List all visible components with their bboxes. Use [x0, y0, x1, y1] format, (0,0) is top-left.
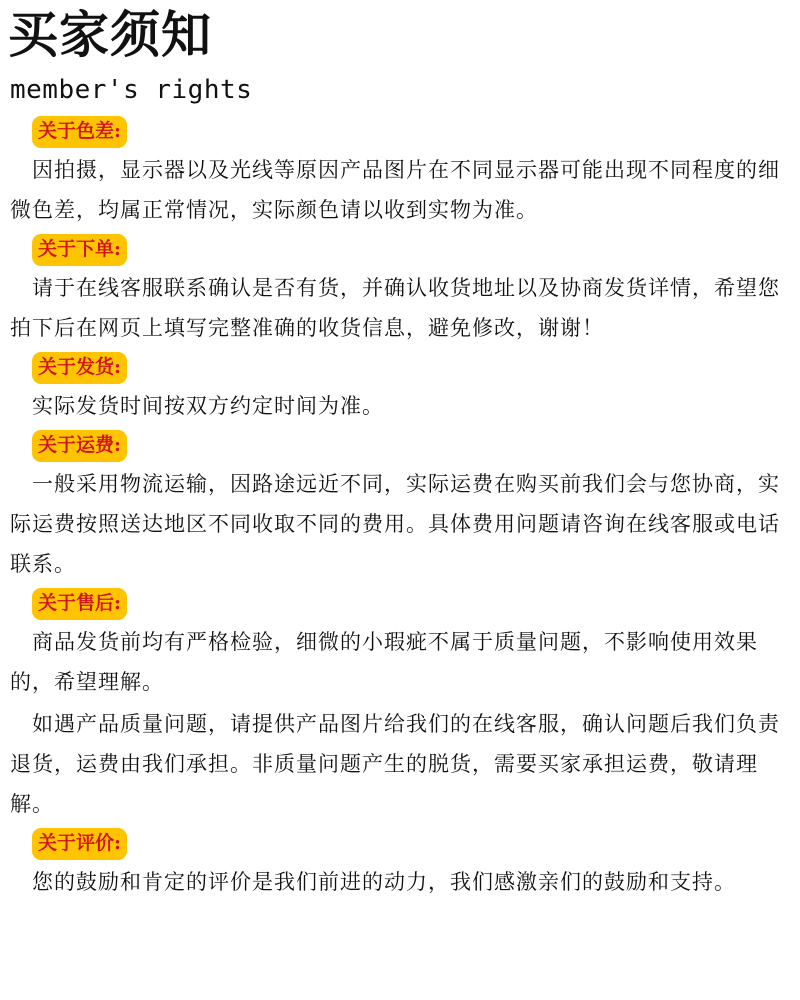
page-title: 买家须知 — [8, 5, 212, 64]
section-freight — [10, 430, 790, 584]
section-heading-badge: 关于下单: — [32, 234, 127, 266]
section-paragraph: 商品发货前均有严格检验，细微的小瑕疵不属于质量问题，不影响使用效果的，希望理解。 — [10, 630, 758, 694]
section-ordering — [10, 234, 790, 348]
section-paragraph: 请于在线客服联系确认是否有货，并确认收货地址以及协商发货详情，希望您拍下后在网页上填写完整准确的收货信息，避免修改，谢谢！ — [10, 276, 780, 340]
section-after-sales — [10, 588, 790, 824]
section-heading-badge: 关于运费: — [32, 430, 127, 462]
section-reviews — [10, 828, 790, 902]
section-heading-badge: 关于评价: — [32, 828, 127, 860]
section-shipping — [10, 352, 790, 426]
section-paragraph: 实际发货时间按双方约定时间为准。 — [32, 394, 384, 418]
page-subtitle: member's rights — [10, 75, 253, 105]
notice-content — [10, 116, 790, 902]
section-heading-badge: 关于色差: — [32, 116, 127, 148]
section-paragraph: 如遇产品质量问题，请提供产品图片给我们的在线客服，确认问题后我们负责退货，运费由我们承担。非质量问题产生的脱货，需要买家承担运费，敬请理解。 — [10, 712, 780, 816]
section-paragraph: 一般采用物流运输，因路途远近不同，实际运费在购买前我们会与您协商，实际运费按照送达地区不同收取不同的费用。具体费用问题请咨询在线客服或电话联系。 — [10, 472, 780, 576]
section-heading-badge: 关于发货: — [32, 352, 127, 384]
section-paragraph: 您的鼓励和肯定的评价是我们前进的动力，我们感激亲们的鼓励和支持。 — [32, 870, 736, 894]
section-paragraph: 因拍摄，显示器以及光线等原因产品图片在不同显示器可能出现不同程度的细微色差，均属正常情况，实际颜色请以收到实物为准。 — [10, 158, 780, 222]
section-heading-badge: 关于售后: — [32, 588, 127, 620]
section-color-difference — [10, 116, 790, 230]
